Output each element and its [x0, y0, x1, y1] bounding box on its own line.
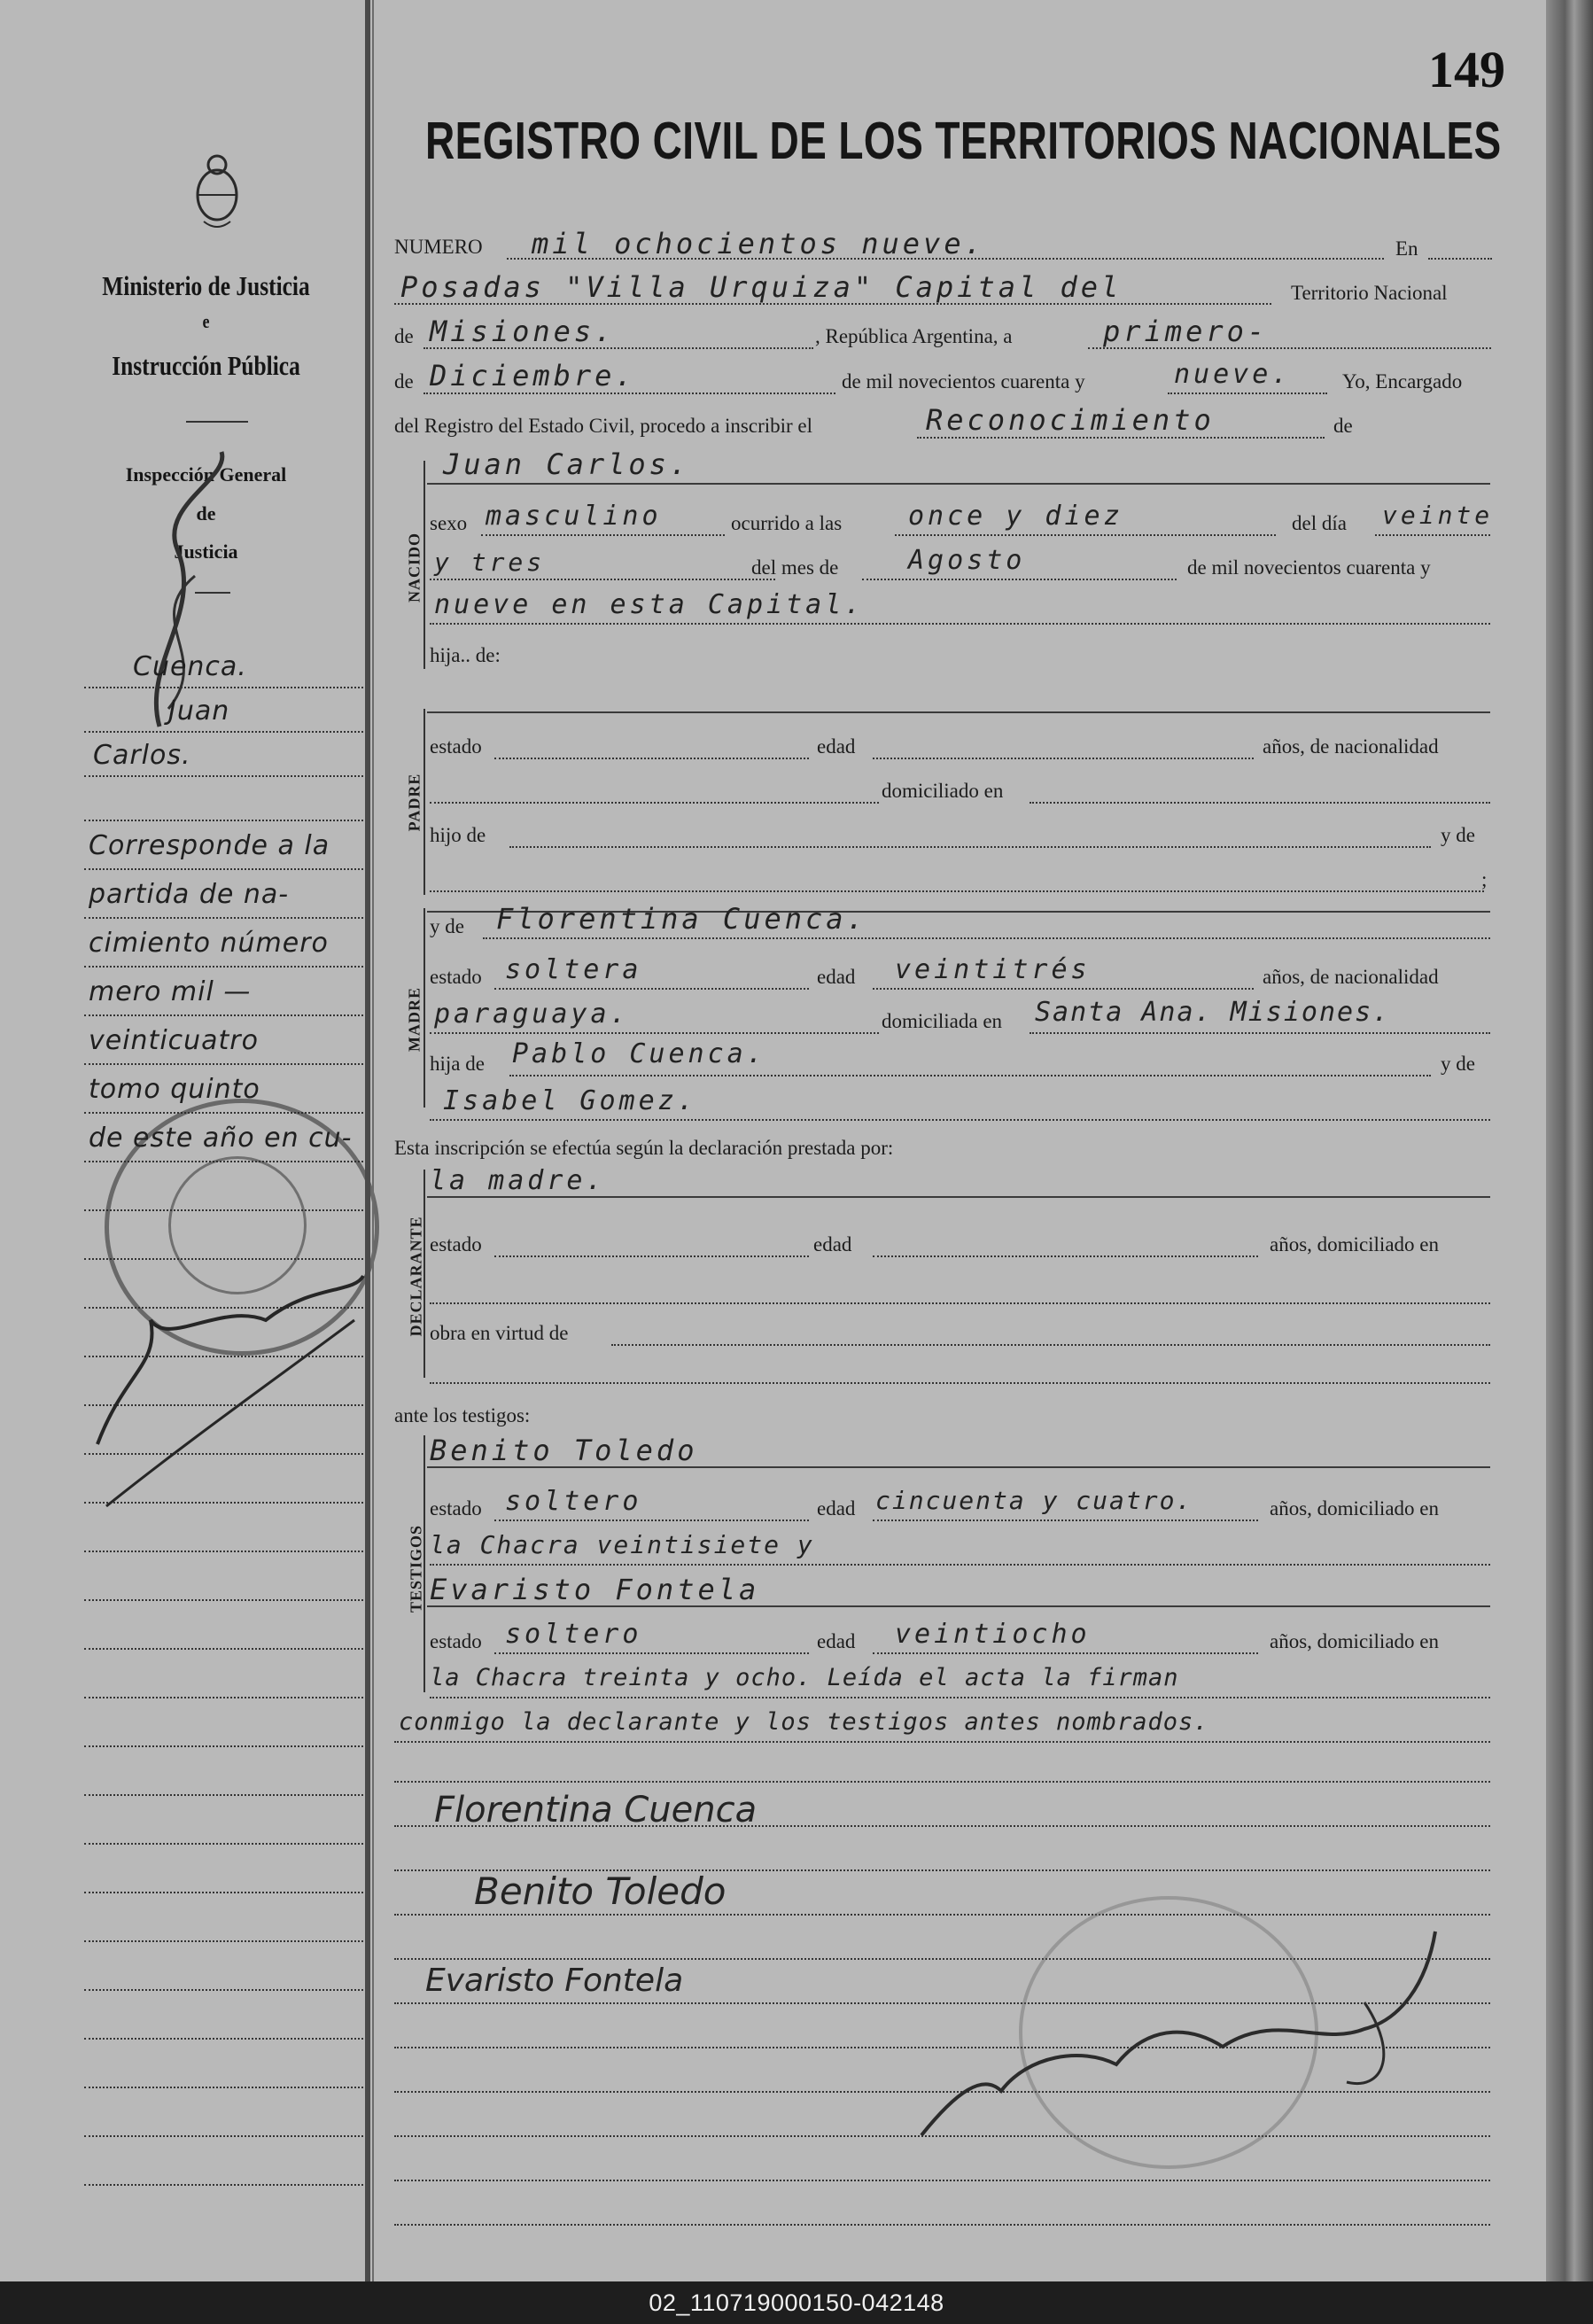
margin-note-line-6: tomo quinto	[89, 1074, 260, 1105]
declarante-intro-label: Esta inscripción se efectúa según la declaración prestada por:	[394, 1137, 894, 1159]
padre-hijo-label: hijo de	[430, 824, 486, 846]
madre-anos-label: años, de nacionalidad	[1263, 966, 1439, 988]
yo-label: Yo, Encargado	[1342, 370, 1463, 393]
numero-value: mil ochocientos nueve.	[532, 227, 985, 260]
birth-place-value: nueve en esta Capital.	[434, 589, 865, 620]
del-mes-label: del mes de	[751, 556, 839, 579]
book-edge	[1546, 0, 1593, 2281]
padre-y-de-label: y de	[1441, 824, 1475, 846]
witness2-name: Evaristo Fontela	[430, 1573, 760, 1606]
margin-note-line-1: Corresponde a la	[89, 830, 330, 861]
section-label-nacido: NACIDO	[405, 532, 424, 603]
inspection-line-3: Justicia	[174, 540, 238, 563]
madre-estado-label: estado	[430, 966, 482, 988]
witness2-edad-value: veintiocho	[895, 1619, 1091, 1650]
page-number: 149	[1428, 41, 1505, 98]
witness2-edad-label: edad	[817, 1630, 856, 1652]
sexo-label: sexo	[430, 512, 468, 534]
witness1-domicilio: la Chacra veintisiete y	[430, 1530, 814, 1559]
madre-domiciliada-label: domiciliada en	[882, 1010, 1003, 1032]
padre-estado-label: estado	[430, 735, 482, 758]
del-dia-label: del día	[1292, 512, 1347, 534]
numero-label: NUMERO	[394, 236, 483, 258]
witness1-edad-label: edad	[817, 1497, 856, 1520]
margin-signature-icon	[106, 443, 266, 735]
witness2-anos-label: años, domiciliado en	[1270, 1630, 1439, 1652]
madre-y-de-label: y de	[430, 915, 464, 937]
witness1-name: Benito Toledo	[430, 1434, 698, 1467]
declarante-anos-label: años, domiciliado en	[1270, 1233, 1439, 1255]
madre-estado-value: soltera	[505, 954, 642, 985]
witness1-estado-label: estado	[430, 1497, 482, 1520]
page-title: REGISTRO CIVIL DE LOS TERRITORIOS NACIONALES	[425, 112, 1502, 170]
column-divider	[365, 0, 370, 2281]
ocurrido-label: ocurrido a las	[731, 512, 843, 534]
declarante-obra-label: obra en virtud de	[430, 1322, 569, 1344]
day-value-b: y tres	[434, 548, 546, 577]
birth-year-label: de mil novecientos cuarenta y	[1187, 556, 1431, 579]
section-label-declarante: DECLARANTE	[407, 1216, 425, 1337]
declarante-value: la madre.	[430, 1165, 606, 1196]
section-label-madre: MADRE	[405, 987, 424, 1052]
day-value: primero-	[1103, 315, 1269, 348]
en-label: En	[1395, 237, 1418, 260]
section-label-padre: PADRE	[405, 773, 424, 832]
madre-father-value: Pablo Cuenca.	[512, 1038, 766, 1069]
de-label-2: de	[394, 370, 414, 393]
margin-name-line-2: Juan	[168, 696, 230, 727]
declarante-edad-label: edad	[813, 1233, 852, 1255]
madre-nationality-value: paraguaya.	[434, 999, 630, 1030]
month-value: Diciembre.	[430, 359, 636, 393]
child-name-value: Juan Carlos.	[443, 447, 691, 481]
padre-anos-label: años, de nacionalidad	[1263, 735, 1439, 758]
testigos-intro-label: ante los testigos:	[394, 1404, 531, 1426]
margin-name-line-3: Carlos.	[93, 740, 191, 771]
madre-edad-label: edad	[817, 966, 856, 988]
witness2-estado-label: estado	[430, 1630, 482, 1652]
madre-edad-value: veintitrés	[895, 954, 1091, 985]
hijo-label: hija.. de:	[430, 644, 501, 666]
territorio-label: Territorio Nacional	[1291, 282, 1448, 304]
inspection-line-2: de	[196, 502, 216, 525]
image-caption: 02_110719000150-042148	[0, 2281, 1593, 2324]
ministry-line-3: Instrucción Pública	[112, 350, 300, 381]
margin-name-line-1: Cuenca.	[133, 651, 247, 682]
padre-domiciliado-label: domiciliado en	[882, 780, 1004, 802]
de-label: de	[394, 325, 414, 347]
madre-name-value: Florentina Cuenca.	[496, 902, 867, 936]
territory-value: Misiones.	[430, 315, 616, 348]
ministry-line-2: e	[202, 310, 210, 332]
witness1-estado-value: soltero	[505, 1486, 642, 1517]
witness1-edad-value: cincuenta y cuatro.	[875, 1486, 1193, 1515]
day-value-a: veinte	[1382, 501, 1494, 530]
margin-divider	[186, 421, 248, 423]
birth-month-value: Agosto	[908, 545, 1026, 576]
margin-note-line-3: cimiento número	[89, 928, 329, 959]
declarante-estado-label: estado	[430, 1233, 482, 1255]
coat-of-arms-icon	[186, 151, 248, 230]
registrar-signature-icon	[904, 1914, 1453, 2162]
witness1-anos-label: años, domiciliado en	[1270, 1497, 1439, 1520]
inscribir-label: del Registro del Estado Civil, procedo a inscribir el	[394, 415, 813, 437]
sexo-value: masculino	[486, 501, 662, 532]
margin-signature-icon	[89, 1267, 372, 1515]
witness2-domicilio: la Chacra treinta y ocho. Leída el acta la firman	[430, 1664, 1179, 1691]
margin-note-line-7: de este año en cu-	[89, 1123, 353, 1154]
section-label-testigos: TESTIGOS	[407, 1524, 425, 1613]
hour-value: once y diez	[908, 501, 1123, 532]
madre-mother-value: Isabel Gomez.	[443, 1085, 697, 1116]
signature-1: Florentina Cuenca	[434, 1790, 758, 1830]
inspection-line-1: Inspección General	[125, 463, 287, 486]
madre-hija-label: hija de	[430, 1053, 485, 1075]
signature-2: Benito Toledo	[474, 1869, 727, 1913]
signature-3: Evaristo Fontela	[425, 1963, 684, 1999]
ministry-line-1: Ministerio de Justicia	[102, 270, 310, 301]
padre-semicolon: ;	[1481, 868, 1488, 890]
padre-edad-label: edad	[817, 735, 856, 758]
year-label: de mil novecientos cuarenta y	[842, 370, 1085, 393]
madre-y-de-label-2: y de	[1441, 1053, 1475, 1075]
republica-label: , República Argentina, a	[815, 325, 1013, 347]
margin-note-line-5: veinticuatro	[89, 1025, 259, 1056]
margin-note-line-2: partida de na-	[89, 879, 290, 910]
act-type-value: Reconocimiento	[926, 403, 1215, 437]
closing-line: conmigo la declarante y los testigos antes nombrados.	[399, 1708, 1209, 1736]
madre-domicilio-value: Santa Ana. Misiones.	[1035, 997, 1391, 1028]
margin-note-line-4: mero mil —	[89, 976, 252, 1007]
act-de-label: de	[1333, 415, 1353, 437]
year-value: nueve.	[1174, 359, 1292, 390]
place-value: Posadas "Villa Urquiza" Capital del	[400, 270, 1123, 304]
witness2-estado-value: soltero	[505, 1619, 642, 1650]
